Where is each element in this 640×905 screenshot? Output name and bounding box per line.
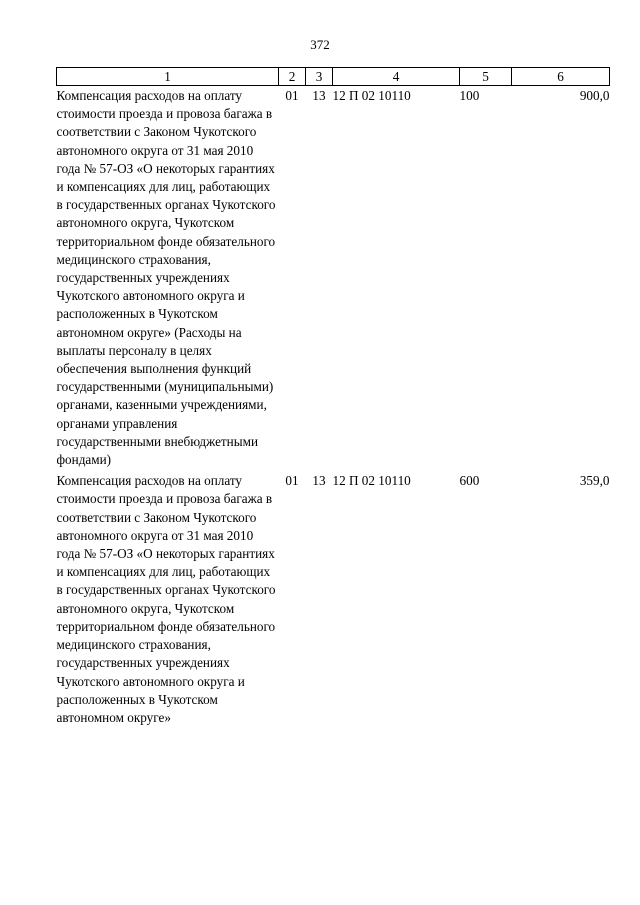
row-name: Компенсация расходов на оплату стоимости проезда и провоза багажа в соответствии с Законом Чукотского автономного округа от 31 мая 2010 года № 57-ОЗ «О некоторых гарантиях и компенсациях для лиц, работающих в государственных органах Чукотского автономного округа, Чукотском территориальном фонде обязательного медицинского страхования, государственных учреждениях Чукотского автономного округа и расположенных в Чукотском автономном округе» (Расходы на выплаты персоналу в целях обеспечения выполнения функций государственными (муниципальными) органами, казенными учреждениями, органами управления государственными внебюджетными фондами) bbox=[56, 88, 276, 468]
table-row bbox=[57, 469, 610, 727]
column-header-3: 3 bbox=[306, 68, 333, 86]
table-row bbox=[57, 86, 610, 470]
row-amount: 359,0 bbox=[579, 473, 610, 489]
row-rz: 01 bbox=[285, 88, 299, 103]
column-header-6: 6 bbox=[512, 68, 610, 86]
row-vr: 600 bbox=[459, 473, 480, 489]
column-header-4: 4 bbox=[333, 68, 460, 86]
column-header-1: 1 bbox=[57, 68, 279, 86]
row-vr: 100 bbox=[459, 88, 480, 103]
table-header bbox=[57, 68, 610, 86]
header-row bbox=[57, 68, 610, 86]
row-rz: 01 bbox=[285, 473, 299, 489]
row-csr: 12 П 02 10110 bbox=[332, 88, 411, 103]
row-pr: 13 bbox=[312, 473, 326, 489]
row-pr: 13 bbox=[312, 88, 326, 103]
page-number: 372 bbox=[310, 37, 330, 52]
table-body bbox=[57, 86, 610, 728]
column-header-2: 2 bbox=[279, 68, 306, 86]
row-csr: 12 П 02 10110 bbox=[332, 473, 411, 489]
column-header-5: 5 bbox=[460, 68, 512, 86]
row-name: Компенсация расходов на оплату стоимости проезда и провоза багажа в соответствии с Законом Чукотского автономного округа от 31 мая 2010 года № 57-ОЗ «О некоторых гарантиях и компенсациях для лиц, работающих в государственных органах Чукотского автономного округа, Чукотском территориальном фонде обязательного медицинского страхования, государственных учреждениях Чукотского автономного округа и расположенных в Чукотском автономном округе» bbox=[56, 473, 276, 725]
row-amount: 900,0 bbox=[579, 88, 610, 103]
budget-table bbox=[56, 67, 610, 727]
